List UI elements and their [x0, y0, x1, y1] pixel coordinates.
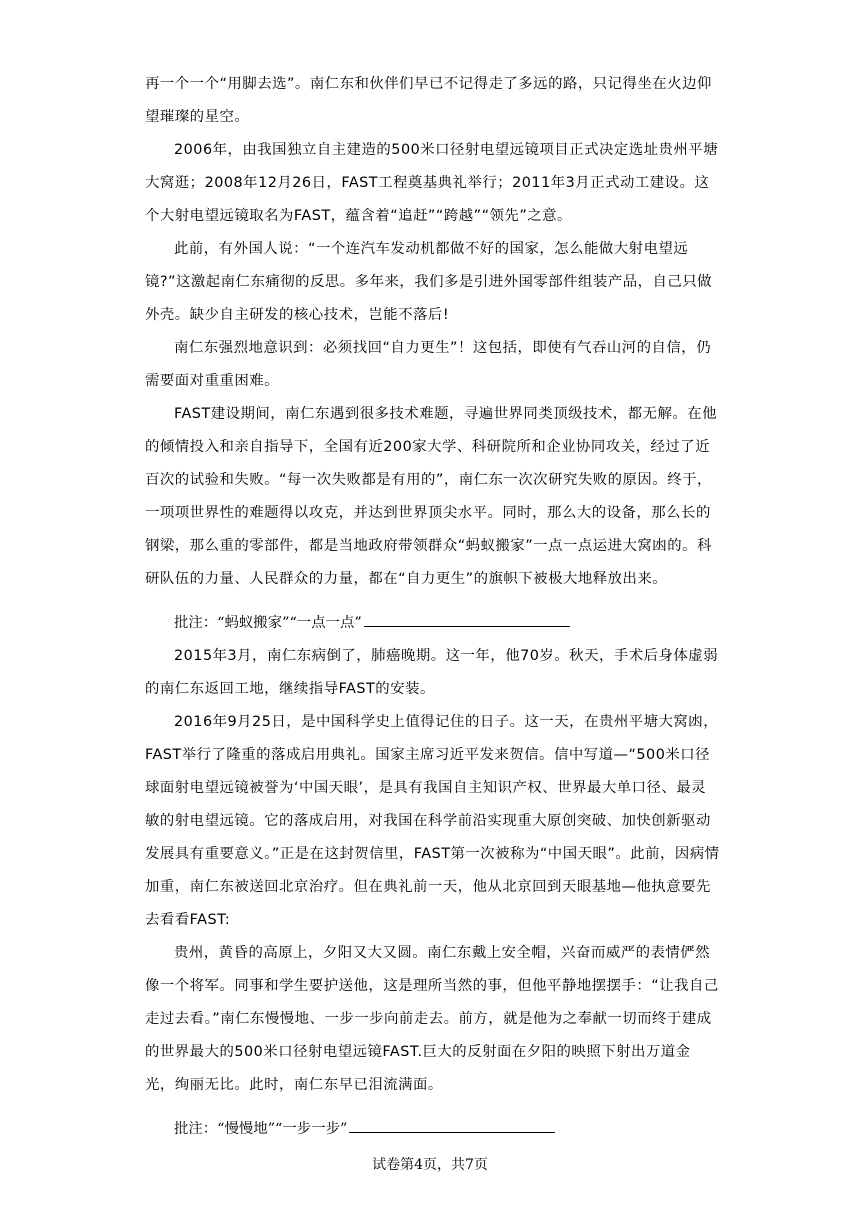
paragraph-fast-history: 2006年，由我国独立自主建造的500米口径射电望远镜项目正式决定选址贵州平塘大窝逛；2008年12月26日，FAST工程奠基典礼举行；2011年3月正式动工建设。这个大射电望远镜取名为FAST，蕴含着“追赶”“跨越”“领先”之意。 — [145, 142, 719, 224]
annotation-line-1 — [174, 607, 570, 640]
paragraph-inauguration: 2016年9月25日，是中国科学史上值得记住的日子。这一天，在贵州平塘大窝凼，FAST举行了隆重的落成启用典礼。国家主席习近平发来贺信。信中写道—“500米口径球面射电望远镜被誉为‘中国天眼’，是具有我国自主知识产权、世界最大单口径、最灵敏的射电望远镜。它的落成启用，对我国在科学前沿实现重大原创突破、加快创新驱动发展具有重要意义。”正是在这封贺信里，FAST第一次被称为“中国天眼”。此前，因病情加重，南仁东被送回北京治疗。但在典礼前一天，他从北京回到天眼基地—他执意要先去看看FAST: — [145, 714, 720, 928]
annotation-blank-2[interactable] — [349, 1118, 555, 1133]
annotation-label-1: 批注：“蚂蚁搬家”“一点一点” — [174, 615, 362, 631]
paragraph-illness: 2015年3月，南仁东病倒了，肺癌晚期。这一年，他70岁。秋天，手术后身体虚弱的南仁东返回工地，继续指导FAST的安装。 — [145, 648, 719, 697]
paragraph-continuation: 再一个一个“用脚去选”。南仁东和伙伴们早已不记得走了多远的路，只记得坐在火边仰望璀璨的星空。 — [145, 76, 712, 125]
paragraph-self-reliance: 南仁东强烈地意识到：必须找回“自力更生”！这包括，即使有气吞山河的自信，仍需要面对重重困难。 — [145, 340, 712, 389]
annotation-blank-1[interactable] — [364, 612, 570, 627]
paragraph-foreigner-quote: 此前，有外国人说：“一个连汽车发动机都做不好的国家，怎么能做大射电望远镜?”这激起南仁东痛彻的反思。多年来，我们多是引进外国零部件组装产品，自己只做外壳。缺少自主研发的核心技术，岂能不落后! — [145, 241, 713, 323]
annotation-line-2 — [174, 1113, 555, 1146]
paragraph-sunset: 贵州，黄昏的高原上，夕阳又大又圆。南仁东戴上安全帽，兴奋而威严的表情俨然像一个将军。同事和学生要护送他，这是理所当然的事，但他平静地摆摆手：“让我自己走过去看。”南仁东慢慢地、一步一步向前走去。前方，就是他为之奉献一切而终于建成的世界最大的500米口径射电望远镜FAST.巨大的反射面在夕阳的映照下射出万道金光，绚丽无比。此时，南仁东早已泪流满面。 — [145, 945, 719, 1093]
paragraph-construction: FAST建设期间，南仁东遇到很多技术难题，寻遍世界同类顶级技术，都无解。在他的倾情投入和亲自指导下，全国有近200家大学、科研院所和企业协同攻关，经过了近百次的试验和失败。“每一次失败都是有用的”，南仁东一次次研究失败的原因。终于，一项项世界性的难题得以攻克，并达到世界顶尖水平。同时，那么大的设备，那么长的钢梁，那么重的零部件，都是当地政府带领群众“蚂蚁搬家”一点一点运进大窝凼的。科研队伍的力量、人民群众的力量，都在“自力更生”的旗帜下被极大地释放出来。 — [145, 406, 718, 587]
annotation-label-2: 批注：“慢慢地”“一步一步” — [174, 1121, 348, 1137]
page-footer: 试卷第4页，共7页 — [372, 1157, 488, 1173]
